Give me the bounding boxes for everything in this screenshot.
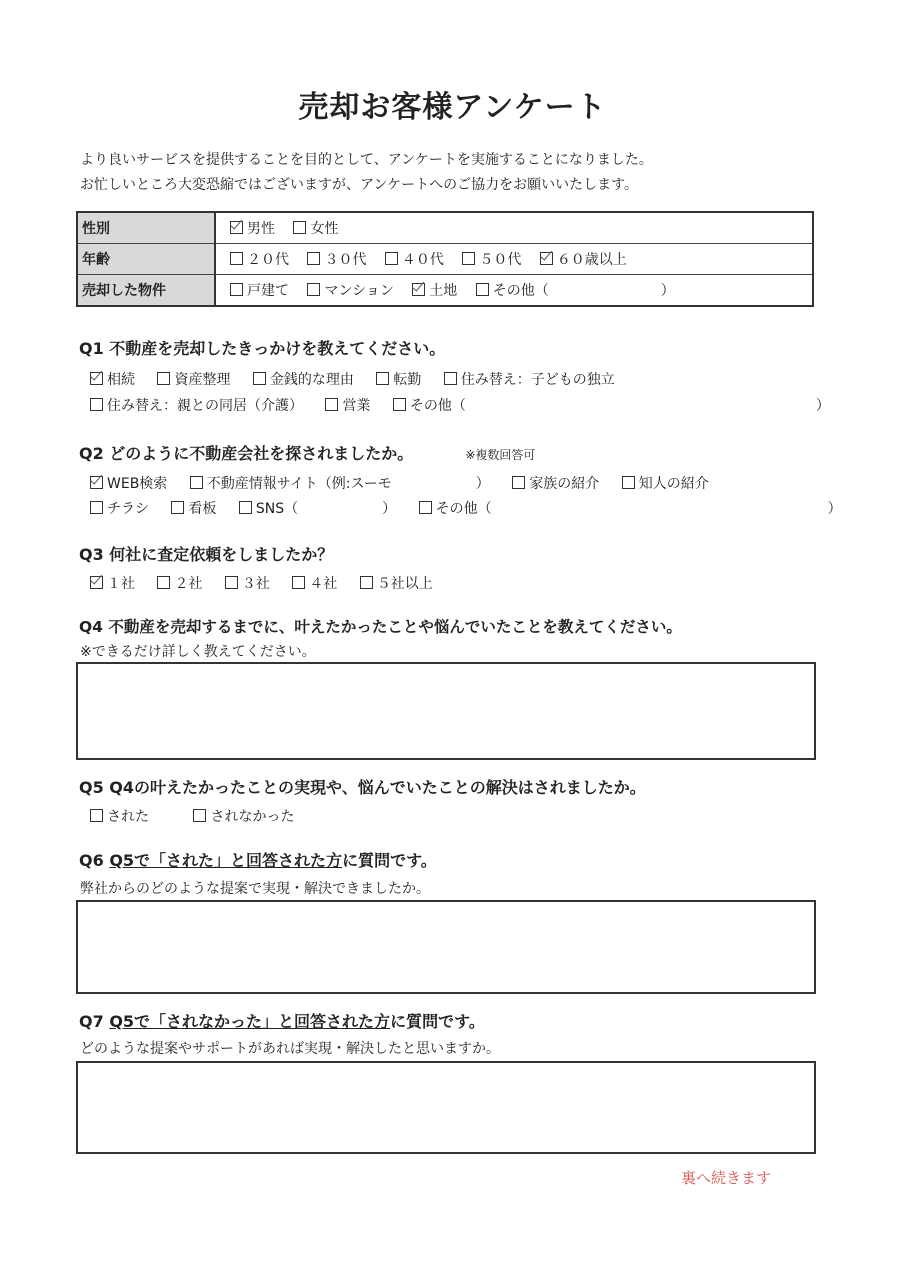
q2-option-family[interactable] <box>512 473 599 493</box>
checkbox[interactable] <box>225 576 238 589</box>
option-label: 女性 <box>310 221 339 237</box>
option-label: ６０歳以上 <box>556 252 627 268</box>
option-label: マンション <box>324 283 394 299</box>
q2-option-sns[interactable] <box>239 498 396 518</box>
checkbox[interactable] <box>90 501 103 514</box>
option-label: 相続 <box>107 372 135 388</box>
q7-sub: どのような提案やサポートがあれば実現・解決したと思いますか。 <box>80 1041 500 1057</box>
property-option-mansion[interactable] <box>307 280 393 300</box>
checkbox[interactable] <box>90 576 103 589</box>
q1-option-relocate-parent[interactable] <box>90 395 303 415</box>
q2-multi-answer-note: ※複数回答可 <box>465 448 536 462</box>
age-option-60plus[interactable] <box>540 249 627 269</box>
gender-option-male[interactable] <box>230 218 275 238</box>
option-label: ５社以上 <box>376 576 433 592</box>
option-label: 金銭的な理由 <box>269 372 354 388</box>
gender-option-female[interactable] <box>293 218 338 238</box>
checkbox[interactable] <box>622 476 635 489</box>
q4-answer-box[interactable] <box>76 662 816 760</box>
q3-option-1[interactable] <box>90 573 135 593</box>
checkbox[interactable] <box>540 252 553 265</box>
option-label: 転勤 <box>393 372 422 388</box>
checkbox[interactable] <box>325 398 338 411</box>
q6-title <box>79 848 437 871</box>
checkbox[interactable] <box>193 809 206 822</box>
q1-title: Q1 不動産を売却したきっかけを教えてください。 <box>79 339 446 358</box>
option-label: SNS（ ） <box>255 501 397 517</box>
q7-answer-box[interactable] <box>76 1061 816 1154</box>
intro-line-2: お忙しいところ大変恐縮ではございますが、アンケートへのご協力をお願いいたします。 <box>80 177 639 193</box>
property-option-other[interactable] <box>476 280 675 300</box>
age-options <box>215 244 813 275</box>
option-label: その他（ ） <box>435 501 842 517</box>
option-label: 営業 <box>342 398 371 414</box>
checkbox[interactable] <box>230 252 243 265</box>
option-label: ４０代 <box>401 252 444 268</box>
checkbox[interactable] <box>90 476 103 489</box>
gender-options <box>215 212 813 244</box>
q7-title-target: Q5で「されなかった」と回答された方 <box>109 1012 391 1031</box>
option-label: 資産整理 <box>174 372 231 388</box>
profile-table <box>76 211 814 307</box>
q6-answer-box[interactable] <box>76 900 816 994</box>
checkbox[interactable] <box>239 501 252 514</box>
option-label: ２０代 <box>247 252 289 268</box>
q1-row-1 <box>90 369 633 389</box>
q2-option-acquaintance[interactable] <box>622 473 709 493</box>
property-option-land[interactable] <box>412 280 457 300</box>
option-label: 住み替え：子どもの独立 <box>460 372 615 388</box>
checkbox[interactable] <box>376 372 389 385</box>
option-label: ３０代 <box>324 252 367 268</box>
checkbox[interactable] <box>385 252 398 265</box>
checkbox[interactable] <box>90 398 103 411</box>
q5-option-no[interactable] <box>193 806 294 826</box>
q6-sub: 弊社からのどのような提案で実現・解決できましたか。 <box>80 881 430 897</box>
option-label: された <box>107 809 149 825</box>
q2-option-other[interactable] <box>419 498 842 518</box>
q1-option-other[interactable] <box>393 395 830 415</box>
checkbox[interactable] <box>230 283 243 296</box>
checkbox[interactable] <box>512 476 525 489</box>
option-label: 家族の紹介 <box>529 476 600 492</box>
property-label: 売却した物件 <box>77 275 215 307</box>
option-label: WEB検索 <box>107 476 168 492</box>
checkbox[interactable] <box>230 221 243 234</box>
q2-title-text: Q2 どのように不動産会社を探されましたか。 <box>79 444 414 463</box>
checkbox[interactable] <box>462 252 475 265</box>
checkbox[interactable] <box>171 501 184 514</box>
checkbox[interactable] <box>253 372 266 385</box>
q6-title-target: Q5で「された」と回答された方 <box>109 851 343 870</box>
option-label: 男性 <box>247 221 275 237</box>
gender-label: 性別 <box>77 212 215 244</box>
q5-title: Q5 Q4の叶えたかったことの実現や、悩んでいたことの解決はされましたか。 <box>79 778 646 797</box>
q3-option-2[interactable] <box>157 573 202 593</box>
q1-row-2 <box>90 395 848 415</box>
gender-row <box>77 212 813 244</box>
checkbox[interactable] <box>90 372 103 385</box>
checkbox[interactable] <box>190 476 203 489</box>
intro-line-1: より良いサービスを提供することを目的として、アンケートを実施することになりました。 <box>80 152 653 168</box>
age-row <box>77 244 813 275</box>
option-label: 不動産情報サイト（例:スーモ ） <box>206 476 490 492</box>
option-label: その他（ ） <box>409 398 830 414</box>
option-label: ２社 <box>174 576 203 592</box>
option-label: 土地 <box>429 283 458 299</box>
q2-option-web[interactable] <box>90 473 167 493</box>
checkbox[interactable] <box>419 501 432 514</box>
q1-option-inheritance[interactable] <box>90 369 135 389</box>
property-options <box>215 275 813 307</box>
checkbox[interactable] <box>292 576 305 589</box>
option-label: 知人の紹介 <box>638 476 709 492</box>
q1-option-asset[interactable] <box>157 369 230 389</box>
q3-options <box>90 573 451 593</box>
option-label: されなかった <box>210 809 295 825</box>
q7-title <box>79 1009 485 1032</box>
checkbox[interactable] <box>393 398 406 411</box>
option-label: 看板 <box>188 501 217 517</box>
age-option-40s[interactable] <box>385 249 444 269</box>
q3-title: Q3 何社に査定依頼をしましたか？ <box>79 545 334 564</box>
q4-title: Q4 不動産を売却するまでに、叶えたかったことや悩んでいたことを教えてください。 <box>79 618 682 636</box>
q2-row-2 <box>90 498 860 518</box>
q3-option-3[interactable] <box>225 573 270 593</box>
checkbox[interactable] <box>157 372 170 385</box>
checkbox[interactable] <box>444 372 457 385</box>
page-title: 売却お客様アンケート <box>298 90 607 125</box>
q4-note: ※できるだけ詳しく教えてください。 <box>80 644 316 660</box>
property-option-house[interactable] <box>230 280 289 300</box>
checkbox[interactable] <box>293 221 306 234</box>
option-label: 住み替え：親との同居（介護） <box>107 398 303 414</box>
q1-option-sales[interactable] <box>325 395 370 415</box>
property-row <box>77 275 813 307</box>
q1-option-transfer[interactable] <box>376 369 421 389</box>
option-label: 戸建て <box>247 283 289 299</box>
checkbox[interactable] <box>360 576 373 589</box>
q6-title-suffix: に質問です。 <box>342 851 437 870</box>
q5-options <box>90 806 312 826</box>
q2-title <box>79 441 535 464</box>
checkbox[interactable] <box>476 283 489 296</box>
continue-note: 裏へ続きます <box>681 1169 772 1187</box>
checkbox[interactable] <box>412 283 425 296</box>
option-label: １社 <box>107 576 135 592</box>
checkbox[interactable] <box>307 252 320 265</box>
q2-option-portal[interactable] <box>190 473 490 493</box>
q1-option-relocate-child[interactable] <box>444 369 615 389</box>
q2-row-1 <box>90 473 727 493</box>
q7-title-suffix: に質問です。 <box>390 1012 485 1031</box>
q1-option-financial[interactable] <box>253 369 354 389</box>
q2-option-flyer[interactable] <box>90 498 149 518</box>
age-option-30s[interactable] <box>307 249 366 269</box>
q3-option-4[interactable] <box>292 573 337 593</box>
checkbox[interactable] <box>90 809 103 822</box>
option-label: チラシ <box>107 501 149 517</box>
q5-option-yes[interactable] <box>90 806 149 826</box>
q6-title-prefix: Q6 <box>79 851 110 870</box>
option-label: ５０代 <box>479 252 522 268</box>
q7-title-prefix: Q7 <box>79 1012 110 1031</box>
option-label: ４社 <box>309 576 338 592</box>
option-label: ３社 <box>241 576 270 592</box>
checkbox[interactable] <box>157 576 170 589</box>
q2-option-signboard[interactable] <box>171 498 216 518</box>
option-label: その他（ ） <box>492 283 675 299</box>
checkbox[interactable] <box>307 283 320 296</box>
q3-option-5plus[interactable] <box>360 573 433 593</box>
age-option-50s[interactable] <box>462 249 521 269</box>
age-option-20s[interactable] <box>230 249 289 269</box>
age-label: 年齢 <box>77 244 215 275</box>
